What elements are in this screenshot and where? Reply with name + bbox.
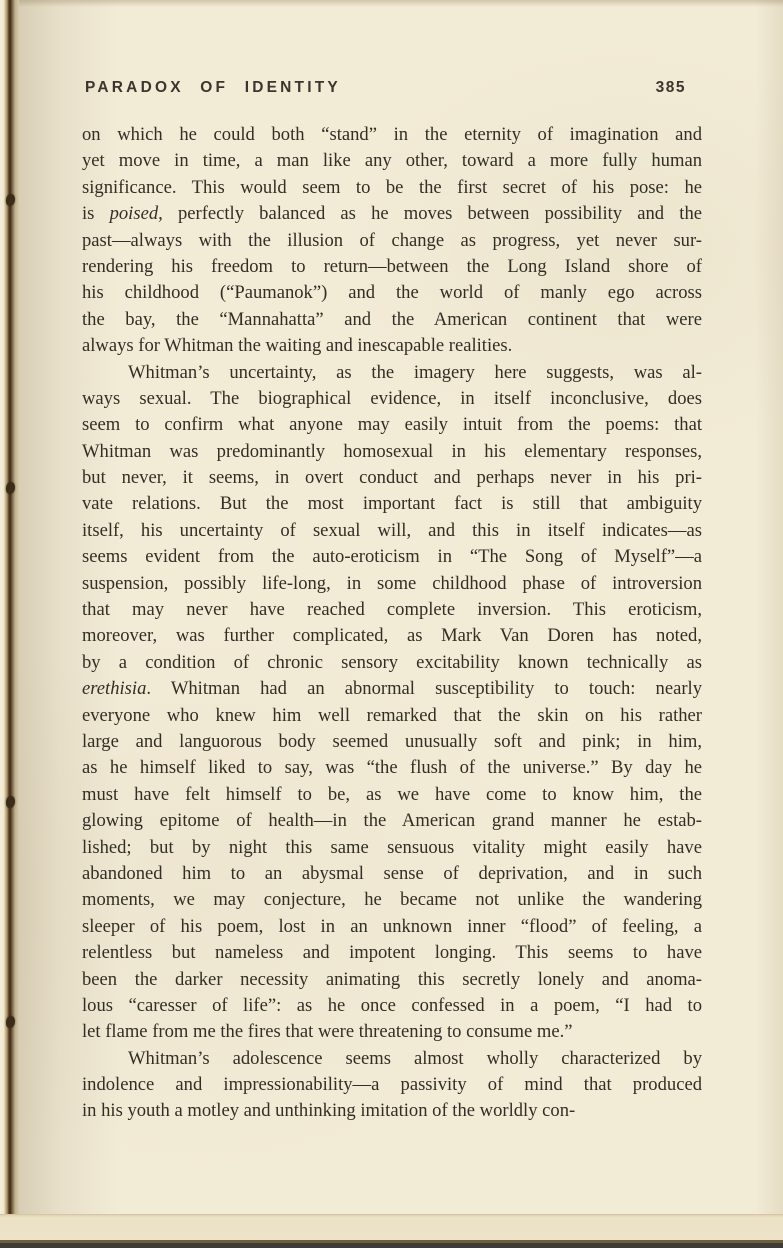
running-header (85, 79, 686, 97)
text-line: past—always with the illusion of change as progress, yet never sur- (82, 229, 702, 251)
text-line: seem to confirm what anyone may easily intuit from the poems: that (82, 414, 702, 436)
text-line: as he himself liked to say, was “the flush of the universe.” By day he (82, 757, 702, 779)
text-line: indolence and impressionability—a passivity of mind that produced (82, 1074, 702, 1096)
text-line: yet move in time, a man like any other, toward a more fully human (82, 150, 702, 172)
text-line: Whitman’s adolescence seems almost wholly characterized by (128, 1047, 702, 1069)
text-line: vate relations. But the most important fact is still that ambiguity (82, 493, 702, 515)
text-line: on which he could both “stand” in the eternity of imagination and (82, 124, 702, 145)
page-bottom-edge (0, 1214, 783, 1241)
text-line: but never, it seems, in overt conduct and perhaps never in his pri- (82, 467, 702, 489)
page-number: 385 (655, 79, 686, 96)
text-line: Whitman’s uncertainty, as the imagery here suggests, was al- (128, 361, 702, 383)
text-line: glowing epitome of health—in the American grand manner he estab- (82, 810, 702, 832)
text-line: ways sexual. The biographical evidence, in itself inconclusive, does (82, 387, 702, 409)
text-line: significance. This would seem to be the first secret of his pose: he (82, 176, 702, 198)
text-line: must have felt himself to be, as we have come to know him, the (82, 783, 702, 805)
text-line: always for Whitman the waiting and inescapable realities. (82, 335, 513, 357)
text-line: sleeper of his poem, lost in an unknown inner “flood” of feeling, a (82, 915, 702, 937)
body-text (82, 122, 702, 1125)
text-line: by a condition of chronic sensory excitability known technically as (82, 651, 702, 673)
text-line: lous “caresser of life”: as he once confessed in a poem, “I had to (82, 994, 702, 1016)
text-line: been the darker necessity animating this secretly lonely and anoma- (82, 968, 702, 990)
text-line: is poised, perfectly balanced as he moves between possibility and the (82, 203, 702, 225)
text-line: itself, his uncertainty of sexual will, and this in itself indicates—as (82, 519, 702, 541)
text-line: seems evident from the auto-eroticism in “The Song of Myself”—a (82, 546, 702, 568)
text-line: moments, we may conjecture, he became not unlike the wandering (82, 889, 702, 911)
text-line: large and languorous body seemed unusually soft and pink; in him, (82, 730, 702, 752)
paragraph (82, 360, 702, 1046)
text-line: that may never have reached complete inversion. This eroticism, (82, 599, 702, 621)
text-line: erethisia. Whitman had an abnormal susceptibility to touch: nearly (82, 678, 702, 700)
scan-bottom-strip (0, 1243, 783, 1248)
text-line: moreover, was further complicated, as Mark Van Doren has noted, (82, 625, 702, 647)
text-line: lished; but by night this same sensuous vitality might easily have (82, 836, 702, 858)
running-header-title: PARADOX OF IDENTITY (85, 79, 341, 96)
text-line: the bay, the “Mannahatta” and the American continent that were (82, 308, 702, 330)
text-line: relentless but nameless and impotent longing. This seems to have (82, 942, 702, 964)
text-line: abandoned him to an abysmal sense of deprivation, and in such (82, 862, 702, 884)
book-binding-shadow (0, 0, 19, 1248)
paragraph (82, 1046, 702, 1125)
text-line: his childhood (“Paumanok”) and the world of manly ego across (82, 282, 702, 304)
text-line: rendering his freedom to return—between the Long Island shore of (82, 255, 702, 277)
text-line: let flame from me the fires that were threatening to consume me.” (82, 1021, 573, 1043)
text-line: suspension, possibly life-long, in some childhood phase of introversion (82, 572, 702, 594)
text-line: Whitman was predominantly homosexual in his elementary responses, (82, 440, 702, 462)
text-line: in his youth a motley and unthinking imitation of the worldly con- (82, 1100, 576, 1122)
text-line: everyone who knew him well remarked that the skin on his rather (82, 704, 702, 726)
paragraph (82, 122, 702, 360)
